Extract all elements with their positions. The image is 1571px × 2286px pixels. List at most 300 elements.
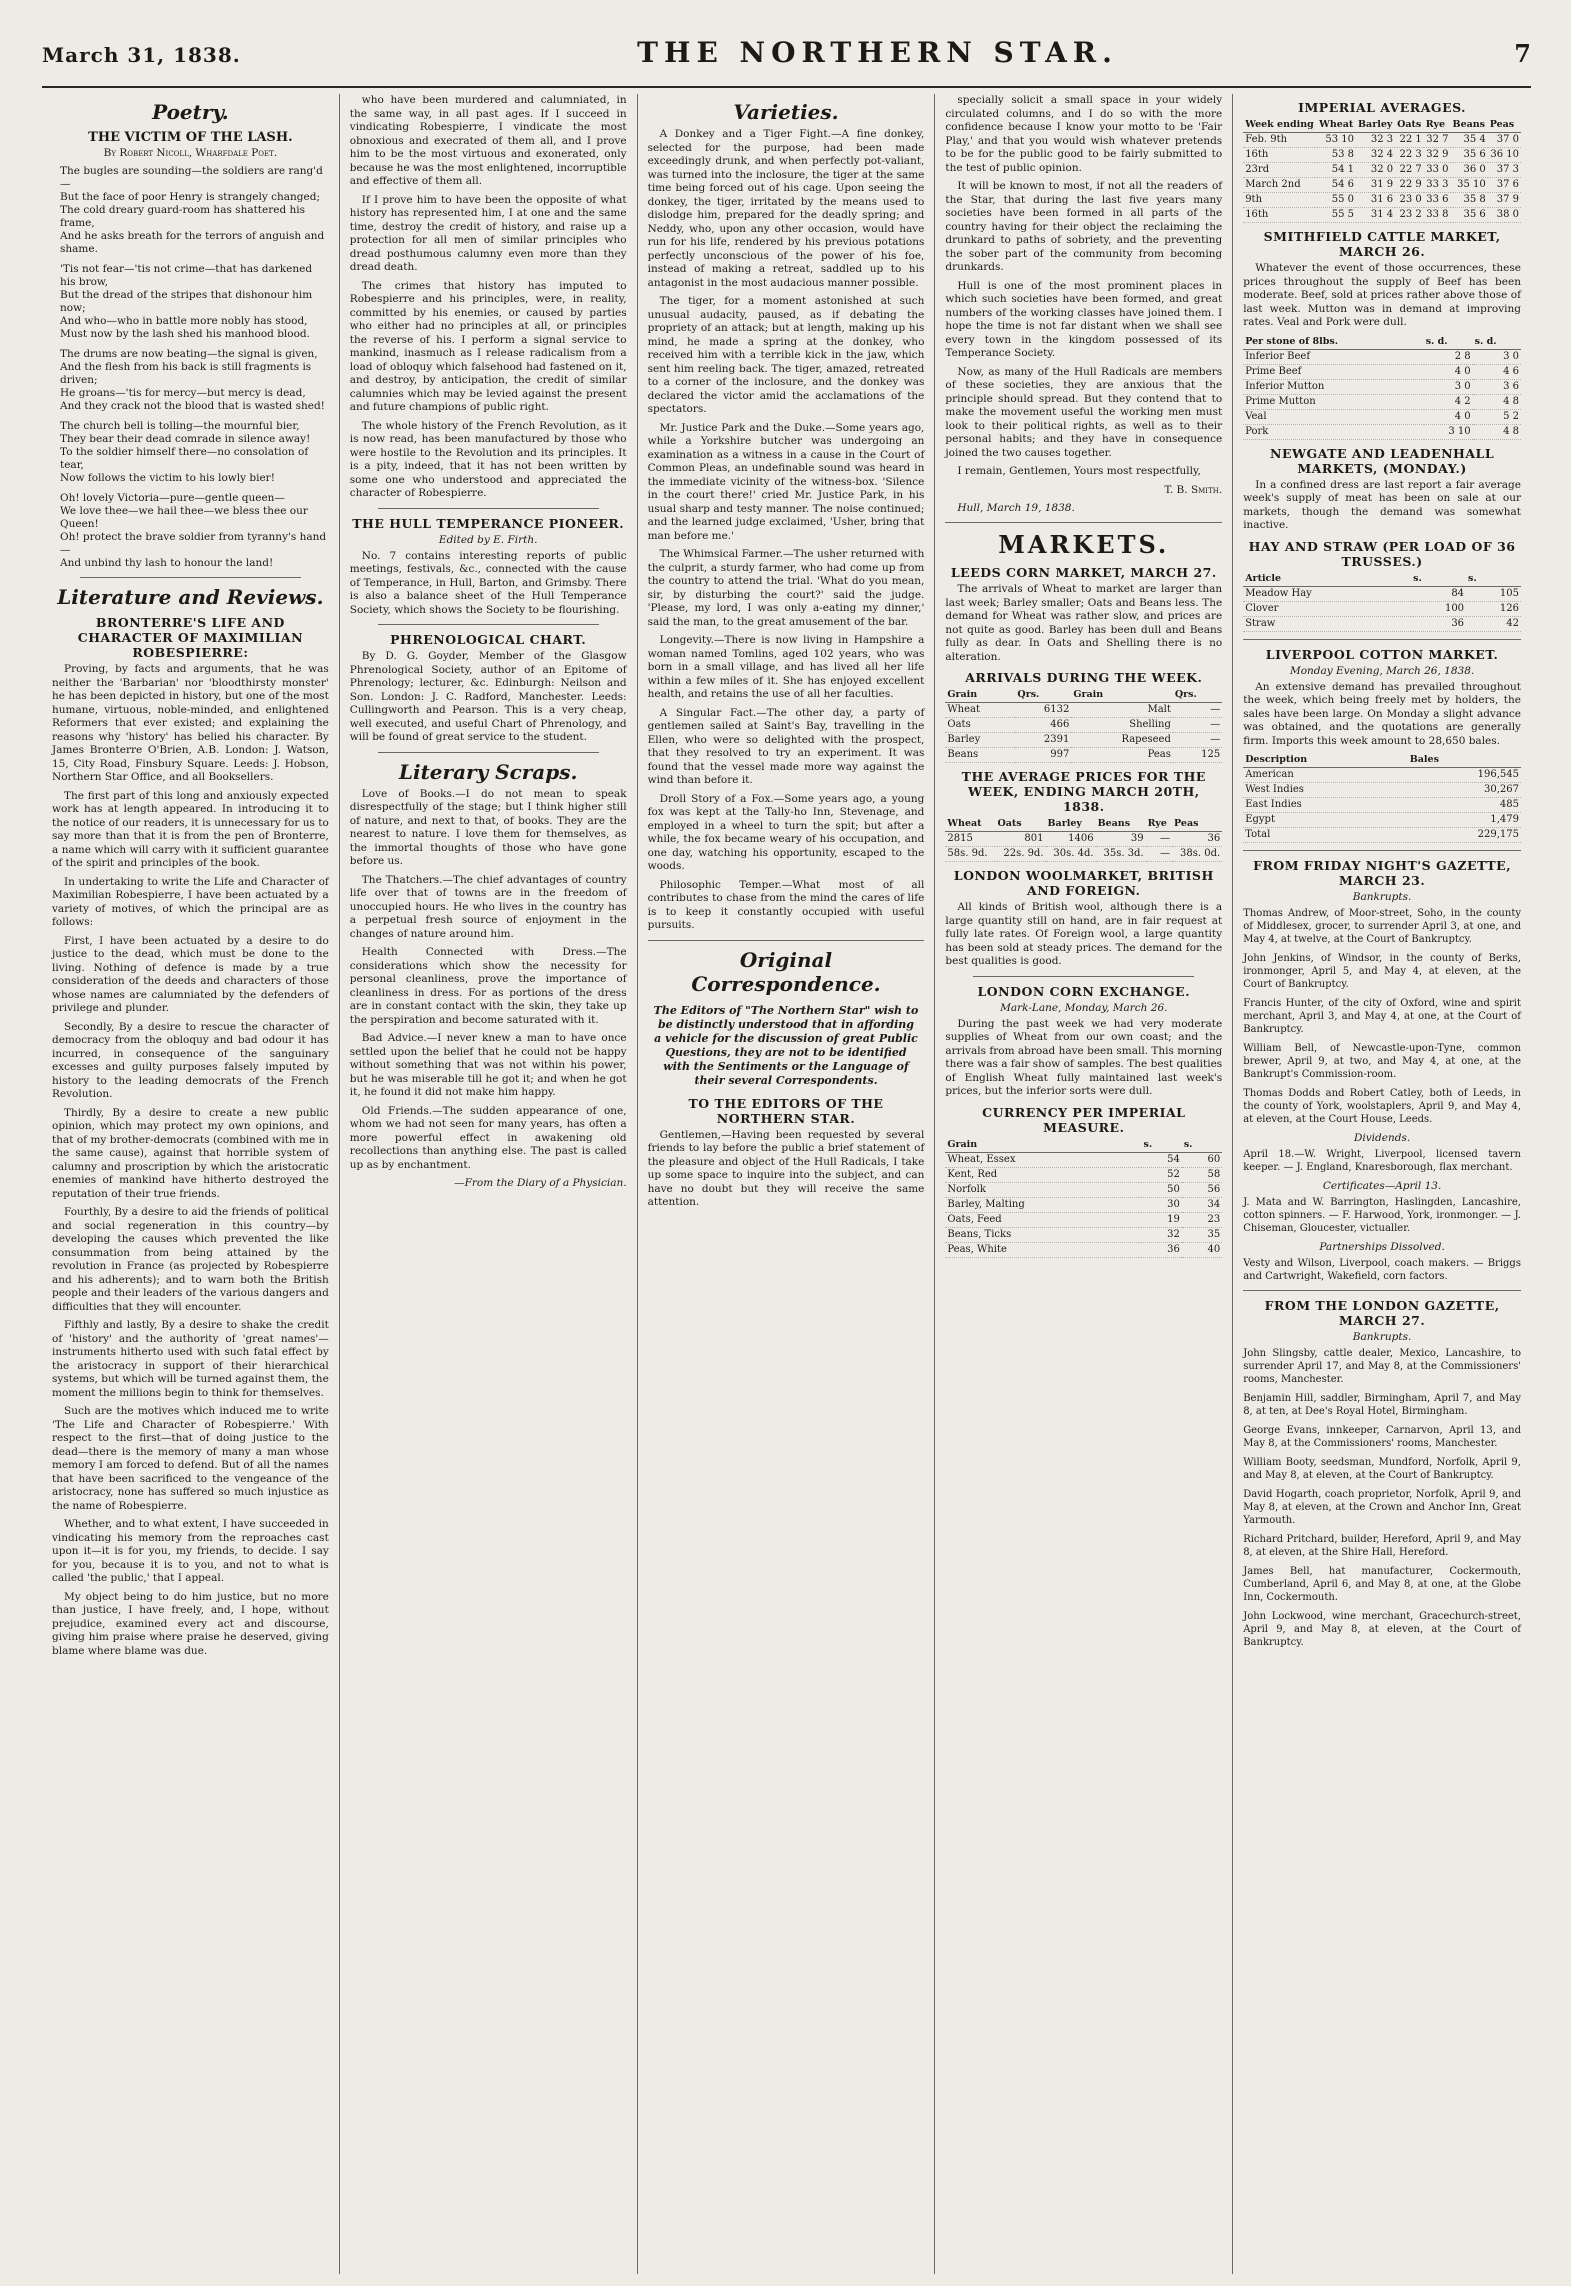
review-paragraph: In undertaking to write the Life and Character of Maximilian Robespierre, I have been actuated by a variety of motives, of which the principal are as follows: [52, 875, 329, 928]
table-row [1243, 424, 1521, 439]
table-cell: Inferior Beef [1243, 349, 1424, 364]
table-row [1243, 768, 1521, 783]
variety-item: Mr. Justice Park and the Duke.—Some years ago, while a Yorkshire butcher was undergoing an examination as a witness in a cause in the Court of Common Pleas, an undefinable sound was heard in the immediate vicinity of the witness-box. 'Silence in the court there!' cried Mr. Justice Park, in his usual sharp and testy manner. The noise continued; and the learned judge exclaimed, 'Usher, bring that man before me.' [647, 421, 925, 542]
liverpool-cotton-body: An extensive demand has prevailed throughout the week, which being freely met by holders, the sales have been large. On Monday a slight advance was obtained, and the quotations are generally firm. Imports this week amount to 28,650 bales. [1243, 680, 1521, 747]
review-paragraph: Thirdly, By a desire to create a new public opinion, which may protect my own opinions, and that of my brother-democrats (combined with me in the same cause), against that horrible system of calumny and proscription by which the aristocratic enemies of mankind have hitherto destroyed the reputation of their true friends. [52, 1106, 329, 1200]
poem-stanza [60, 165, 329, 256]
variety-item: The tiger, for a moment astonished at such unusual audacity, paused, as if debating the propriety of an attack; but at length, making up his mind, he made a spring at the donkey, who received him with a terrible kick in the jaw, which sent him reeling back. The tiger, amazed, retreated to a corner of the inclosure, and the donkey was declared the victor amid the acclamations of the spectators. [647, 295, 925, 415]
table-cell: 16th [1243, 148, 1317, 163]
poem-stanza [60, 420, 329, 485]
poem-line: He groans—'tis for mercy—but mercy is dead, [60, 387, 306, 399]
table-cell: 23 2 [1395, 208, 1424, 223]
variety-item: Philosophic Temper.—What most of all contributes to chase from the mind the cares of life is to keep it constantly occupied with useful pursuits. [647, 878, 925, 931]
table-cell: 35 6 [1451, 208, 1488, 223]
table-cell: 4 6 [1473, 364, 1521, 379]
table-header-cell: s. d. [1473, 335, 1521, 350]
table-cell: 54 [1141, 1152, 1181, 1167]
table-row [945, 718, 1222, 733]
table-cell: March 2nd [1243, 178, 1317, 193]
table-cell: 38s. 0d. [1172, 847, 1222, 862]
table-row [1243, 178, 1521, 193]
letter-paragraph: It will be known to most, if not all the readers of the Star, that during the last five years many societies have been formed in all parts of the country having for their object the reclaiming the drunkard to paths of sobriety, and the preventing the sober part of the community from becoming drunkards. [945, 180, 1223, 273]
poem-line: And they crack not the blood that is wasted shed! [60, 400, 325, 412]
gazette-friday-heading: FROM FRIDAY NIGHT'S GAZETTE, MARCH 23. [1253, 858, 1512, 888]
column-5 [1233, 94, 1531, 2274]
table-cell: West Indies [1243, 783, 1408, 798]
table-cell: 801 [995, 832, 1045, 847]
table-cell: 37 6 [1488, 178, 1521, 193]
hay-straw-table [1243, 572, 1521, 632]
table-header-cell: Beans [1096, 817, 1146, 832]
poem-line: And who—who in battle more nobly has stood, [60, 315, 308, 327]
column-3 [638, 94, 936, 2274]
poem-stanza [60, 492, 329, 570]
gazette-tuesday-heading: FROM THE LONDON GAZETTE, MARCH 27. [1264, 1298, 1500, 1328]
scrap-item: The Thatchers.—The chief advantages of country life over that of towns are in the freedom of unoccupied hours. He who lives in the country has a perpetual fresh source of enjoyment in the changes of nature around him. [349, 873, 627, 940]
arrivals-table [945, 688, 1222, 763]
table-header-cell: Rye [1146, 817, 1172, 832]
table-cell: — [1146, 832, 1172, 847]
table-cell: 42 [1466, 616, 1521, 631]
bankrupt-notice: Thomas Andrew, of Moor-street, Soho, in the county of Middlesex, grocer, to surrender April 3, at one, and May 4, at twelve, at the Court of Bankruptcy. [1243, 908, 1521, 945]
table-header-row [945, 1138, 1222, 1153]
bankrupt-notice: William Booty, seedsman, Mundford, Norfolk, April 9, and May 8, at eleven, at the Court of Bankruptcy. [1243, 1457, 1521, 1481]
table-row [1243, 394, 1521, 409]
temperance-heading: THE HULL TEMPERANCE PIONEER. [352, 515, 625, 531]
table-cell: 3 0 [1473, 349, 1521, 364]
table-cell: 40 [1182, 1242, 1222, 1257]
table-cell: 100 [1411, 601, 1466, 616]
phrenological-heading: PHRENOLOGICAL CHART. [390, 632, 587, 647]
table-cell: 56 [1182, 1182, 1222, 1197]
poem-line: The drums are now beating—the signal is given, [60, 348, 318, 360]
divider [1243, 639, 1521, 640]
table-cell: Kent, Red [945, 1167, 1141, 1182]
table-row [1243, 163, 1521, 178]
bankrupt-notice: Francis Hunter, of the city of Oxford, wine and spirit merchant, April 3, and May 4, at one, at the Court of Bankruptcy. [1243, 998, 1521, 1035]
table-cell: 35 6 [1451, 148, 1488, 163]
poem-stanzas [52, 165, 329, 570]
table-cell: 6132 [1015, 703, 1071, 718]
table-cell: 54 6 [1317, 178, 1356, 193]
table-cell: Beans, Ticks [945, 1227, 1141, 1242]
table-cell: 36 [1172, 832, 1222, 847]
correspondence-disclaimer: The Editors of "The Northern Star" wish to be distinctly understood that in affording a vehicle for the discussion of great Public Questions, they are not to be identified with the Sentiments or the Language of their several Correspondents. [653, 1003, 919, 1087]
partnerships-heading: Partnerships Dissolved. [1319, 1241, 1445, 1253]
table-cell: 53 10 [1317, 133, 1356, 148]
table-header-cell: Barley [1356, 118, 1395, 133]
masthead [42, 36, 1531, 88]
table-cell: 33 6 [1424, 193, 1451, 208]
bankrupt-notice: Benjamin Hill, saddler, Birmingham, April 7, and May 8, at ten, at Dee's Royal Hotel, Birmingham. [1243, 1393, 1521, 1417]
table-cell: 84 [1411, 586, 1466, 601]
table-row [1243, 813, 1521, 828]
table-header-cell: Week ending [1243, 118, 1317, 133]
table-row [945, 703, 1222, 718]
poem-line: But the dread of the stripes that dishonour him now; [60, 289, 313, 314]
table-cell: 19 [1141, 1212, 1181, 1227]
table-header-cell: s. [1182, 1138, 1222, 1153]
leeds-corn-body: The arrivals of Wheat to market are larger than last week; Barley smaller; Oats and Beans less. The demand for Wheat was rather slow, and prices are not quite as good. Barley has been dull and Beans fully as dear. In Oats and Shelling there is no alteration. [945, 583, 1223, 663]
table-cell: 37 9 [1488, 193, 1521, 208]
table-cell: Malt [1071, 703, 1173, 718]
table-cell: 466 [1015, 718, 1071, 733]
table-row [1243, 798, 1521, 813]
scrap-item: Love of Books.—I do not mean to speak disrespectfully of the stage; but I think higher still of nature, and next to that, of books. They are the nearest to nature. I love them for themselves, as the immortal thoughts of those who have gone before us. [349, 787, 627, 867]
corn-exchange-date: Mark-Lane, Monday, March 26. [1000, 1001, 1168, 1014]
review-paragraph: First, I have been actuated by a desire to do justice to the dead, which must be done to the living. Nothing of defence is made by a true consideration of the deeds and characters of those whose names are calumniated by the defenders of privilege and plunder. [52, 934, 329, 1014]
table-cell: 35s. 3d. [1096, 847, 1146, 862]
table-cell: 1406 [1046, 832, 1096, 847]
table-cell: 2 8 [1424, 349, 1473, 364]
table-row [945, 847, 1222, 862]
table-cell: Wheat, Essex [945, 1152, 1141, 1167]
table-row [1243, 208, 1521, 223]
variety-item: A Donkey and a Tiger Fight.—A fine donkey, selected for the purpose, had been made exceedingly drunk, and when perfectly pot-valiant, was turned into the inclosure, the tiger at the same time being forced out of his cage. Upon seeing the donkey, the tiger, irritated by the means used to dislodge him, prepared for the deadly spring; and Neddy, who, upon any other occasion, would have run for his life, rendered by his previous potations perfectly unconscious of the power of his foe, instead of making a retreat, saddled up to his antagonist in the most audacious manner possible. [647, 128, 925, 289]
imperial-averages-heading: IMPERIAL AVERAGES. [1298, 100, 1467, 115]
table-cell: 4 2 [1424, 394, 1473, 409]
table-header-cell: Wheat [1317, 118, 1356, 133]
divider [1243, 850, 1521, 851]
letter-paragraph: Hull is one of the most prominent places in which such societies have been formed, and great numbers of the working classes have joined them. I hope the time is not far distant when we shall see every town in the kingdom possessed of its Temperance Society. [945, 279, 1223, 359]
table-header-cell: Grain [945, 1138, 1141, 1153]
poem-line: Oh! protect the brave soldier from tyranny's hand— [60, 531, 327, 556]
divider [378, 624, 599, 625]
table-cell: — [1146, 847, 1172, 862]
table-row [945, 1227, 1222, 1242]
table-cell: Egypt [1243, 813, 1408, 828]
table-row [1243, 409, 1521, 424]
table-cell: 55 0 [1317, 193, 1356, 208]
table-cell: Inferior Mutton [1243, 379, 1424, 394]
poem-line: The church bell is tolling—the mournful bier, [60, 420, 300, 432]
table-header-cell: Qrs. [1173, 688, 1222, 703]
table-row [1243, 148, 1521, 163]
review-paragraph: Secondly, By a desire to rescue the character of democracy from the obloquy and bad odour it has incurred, in consequence of the sanguinary excesses and guilty purposes falsely imputed by history to the leading democrats of the French Revolution. [52, 1020, 329, 1100]
table-row [945, 1167, 1222, 1182]
table-cell: Feb. 9th [1243, 133, 1317, 148]
table-cell: Prime Mutton [1243, 394, 1424, 409]
review-paragraph: The whole history of the French Revolution, as it is now read, has been manufactured by those who were hostile to the Revolution and its principles. It is a pity, indeed, that it has not been written by some one who understood and appreciated the character of Robespierre. [349, 419, 627, 499]
table-row [945, 1152, 1222, 1167]
table-cell: Wheat [945, 703, 1015, 718]
table-cell: 33 0 [1424, 163, 1451, 178]
poem-line: 'Tis not fear—'tis not crime—that has darkened his brow, [60, 263, 313, 288]
table-cell: 16th [1243, 208, 1317, 223]
table-cell: Total [1243, 828, 1408, 843]
section-markets-heading: MARKETS. [998, 530, 1170, 559]
table-cell: 30s. 4d. [1046, 847, 1096, 862]
table-header-cell: s. [1411, 572, 1466, 587]
table-cell: 22 7 [1395, 163, 1424, 178]
table-header-cell: s. [1141, 1138, 1181, 1153]
table-cell: Veal [1243, 409, 1424, 424]
table-cell: Peas [1071, 748, 1173, 763]
bankrupt-notice: John Jenkins, of Windsor, in the county of Berks, ironmonger, April 5, and May 4, at eleven, at the Court of Bankruptcy. [1243, 953, 1521, 990]
table-header-cell: Barley [1046, 817, 1096, 832]
table-row [1243, 616, 1521, 631]
poem-title: THE VICTIM OF THE LASH. [88, 130, 293, 145]
averages-heading: THE AVERAGE PRICES FOR THE WEEK, ENDING MARCH 20TH, 1838. [961, 769, 1206, 814]
poem-stanza [60, 348, 329, 413]
table-header-row [945, 688, 1222, 703]
section-varieties-heading: Varieties. [733, 100, 839, 124]
table-cell: 35 [1182, 1227, 1222, 1242]
scrap-item: Old Friends.—The sudden appearance of one, whom we had not seen for many years, has often a more powerful effect in awakening old recollections than anything else. The past is called up as by enchantment. [349, 1104, 627, 1171]
section-literature-heading: Literature and Reviews. [57, 585, 324, 609]
poem-line: Must now by the lash shed his manhood blood. [60, 328, 310, 340]
variety-item: Droll Story of a Fox.—Some years ago, a young fox was kept at the Tally-ho Inn, Stevenage, and employed in a wheel to turn the spit; but after a while, the fox became weary of his occupation, and one day, watching his opportunity, escaped to the woods. [647, 792, 925, 872]
table-cell: 125 [1173, 748, 1222, 763]
table-cell: 58s. 9d. [945, 847, 995, 862]
table-cell: 229,175 [1408, 828, 1521, 843]
table-row [1243, 133, 1521, 148]
table-cell: Oats, Feed [945, 1212, 1141, 1227]
poem-line: But the face of poor Henry is strangely changed; [60, 191, 320, 203]
divider [973, 976, 1194, 977]
certificates-body: J. Mata and W. Barrington, Haslingden, Lancashire, cotton spinners. — F. Harwood, York, ironmonger. — J. Chiseman, Gloucester, victualler. [1243, 1197, 1521, 1234]
table-row [945, 1197, 1222, 1212]
dividends-heading: Dividends. [1353, 1132, 1411, 1144]
table-cell: Shelling [1071, 718, 1173, 733]
table-cell: 1,479 [1408, 813, 1521, 828]
arrivals-heading: ARRIVALS DURING THE WEEK. [965, 670, 1203, 685]
table-cell: East Indies [1243, 798, 1408, 813]
dividends-body: April 18.—W. Wright, Liverpool, licensed tavern keeper. — J. England, Knaresborough, flax merchant. [1243, 1149, 1521, 1173]
corn-exchange-heading: LONDON CORN EXCHANGE. [977, 983, 1191, 999]
bankrupts-friday-list [1243, 907, 1521, 1126]
divider [1243, 1290, 1521, 1291]
hay-straw-heading: HAY AND STRAW (PER LOAD OF 36 TRUSSES.) [1248, 538, 1516, 569]
table-cell: 2391 [1015, 733, 1071, 748]
table-cell: 23rd [1243, 163, 1317, 178]
table-cell: — [1173, 703, 1222, 718]
table-cell: 50 [1141, 1182, 1181, 1197]
newgate-heading: NEWGATE AND LEADENHALL MARKETS, (MONDAY.) [1270, 445, 1495, 476]
table-cell: 22 3 [1395, 148, 1424, 163]
bankrupt-notice: William Bell, of Newcastle-upon-Tyne, common brewer, April 9, at two, and May 4, at one, at the Bankrupt's Commission-room. [1243, 1043, 1521, 1080]
table-cell: American [1243, 768, 1408, 783]
liverpool-cotton-date: Monday Evening, March 26, 1838. [1289, 664, 1475, 677]
table-cell: — [1173, 718, 1222, 733]
table-cell: Norfolk [945, 1182, 1141, 1197]
table-cell: 4 8 [1473, 424, 1521, 439]
certificates-heading: Certificates—April 13. [1322, 1180, 1442, 1192]
corn-exchange-body: During the past week we had very moderate supplies of Wheat from our own coast; and the arrivals from abroad have been small. This morning there was a fair show of samples. The best qualities of English Wheat fully maintained last week's prices, but the inferior sorts were dull. [945, 1017, 1223, 1097]
table-cell: 2815 [945, 832, 995, 847]
table-cell: 37 3 [1488, 163, 1521, 178]
table-header-cell: Rye [1424, 118, 1451, 133]
table-cell: Pork [1243, 424, 1424, 439]
bankrupts-heading-2: Bankrupts. [1352, 1331, 1412, 1343]
table-header-row [1243, 572, 1521, 587]
divider [80, 577, 301, 578]
table-row [1243, 783, 1521, 798]
poem-line: We love thee—we hail thee—we bless thee our Queen! [60, 505, 308, 530]
table-header-cell: Qrs. [1015, 688, 1071, 703]
divider [378, 752, 599, 753]
table-cell: 30 [1141, 1197, 1181, 1212]
scraps-citation: —From the Diary of a Physician. [454, 1177, 627, 1189]
poem-line: And he asks breath for the terrors of anguish and shame. [60, 230, 325, 255]
table-row [945, 733, 1222, 748]
table-cell: Meadow Hay [1243, 586, 1411, 601]
table-cell: 32 4 [1356, 148, 1395, 163]
letter-opening: Gentlemen,—Having been requested by several friends to lay before the public a brief statement of the pleasure and object of the Hull Radicals, I take up some space to inquire into the subject, and can have no doubt but they will receive the same attention. [647, 1128, 925, 1208]
table-cell: 22s. 9d. [995, 847, 1045, 862]
newgate-body: In a confined dress are last report a fair average week's supply of meat has been on sale at our markets, though the demand was somewhat inactive. [1243, 478, 1521, 531]
table-cell: 31 6 [1356, 193, 1395, 208]
review-paragraph: The crimes that history has imputed to Robespierre and his principles, were, in reality, committed by his enemies, or caused by parties who either had no principles at all, or principles the reverse of his. I perform a signal service to mankind, inasmuch as I release radicalism from a load of obloquy which falsehood had fastened on it, and destroy, by anticipation, the credit of similar calumnies which may be levied against the present and future champions of public right. [349, 279, 627, 413]
table-header-cell: Peas [1488, 118, 1521, 133]
bankrupt-notice: Thomas Dodds and Robert Catley, both of Leeds, in the county of York, woolstaplers, April 9, and May 4, at eleven, at the Court House, Leeds. [1243, 1088, 1521, 1125]
table-header-row [1243, 753, 1521, 768]
table-cell: 4 8 [1473, 394, 1521, 409]
table-cell: Straw [1243, 616, 1411, 631]
table-row [945, 748, 1222, 763]
partnerships-body: Vesty and Wilson, Liverpool, coach makers. — Briggs and Cartwright, Wakefield, corn factors. [1243, 1258, 1521, 1282]
section-poetry-heading: Poetry. [152, 100, 229, 124]
table-cell: 3 6 [1473, 379, 1521, 394]
table-cell: 58 [1182, 1167, 1222, 1182]
table-cell: 53 8 [1317, 148, 1356, 163]
table-header-cell: Peas [1172, 817, 1222, 832]
column-2 [340, 94, 638, 2274]
bankrupt-notice: David Hogarth, coach proprietor, Norfolk, April 9, and May 8, at eleven, at the Crown and Anchor Inn, Great Yarmouth. [1243, 1489, 1521, 1526]
bankrupt-notice: Richard Pritchard, builder, Hereford, April 9, and May 8, at eleven, at the Shire Hall, Hereford. [1243, 1534, 1521, 1558]
variety-item: Longevity.—There is now living in Hampshire a woman named Tomlins, aged 102 years, who was born in a small village, and has lived all her life within a few miles of it. She has enjoyed excellent health, and retains the use of all her faculties. [647, 634, 925, 700]
cotton-table [1243, 753, 1521, 843]
table-cell: 23 0 [1395, 193, 1424, 208]
table-cell: — [1173, 733, 1222, 748]
table-cell: 35 10 [1451, 178, 1488, 193]
table-cell: 36 [1411, 616, 1466, 631]
poem-line: And unbind thy lash to honour the land! [60, 557, 274, 569]
table-cell: Peas, White [945, 1242, 1141, 1257]
review-paragraph: who have been murdered and calumniated, in the same way, in all past ages. If I succeed in vindicating Robespierre, I vindicate the most obnoxious and execrated of them all, and I prove him to be the most virtuous and exonerated, only because he was the most enlightened, incorruptible and effective of them all. [349, 94, 627, 187]
issue-date: March 31, 1838. [42, 43, 241, 67]
poem-line: And the flesh from his back is still fragments is driven; [60, 361, 312, 386]
section-correspondence-heading: Original Correspondence. [691, 947, 881, 996]
review-paragraph: The first part of this long and anxiously expected work has at length appeared. In introducing it to the notice of our readers, it is unnecessary for us to say more than that it is from the pen of Bronterre, a name which will carry with it sufficient guarantee of the spirit and principles of the book. [52, 789, 329, 869]
table-header-cell: Beans [1451, 118, 1488, 133]
woolmarket-heading: LONDON WOOLMARKET, BRITISH AND FOREIGN. [953, 868, 1214, 898]
table-row [1243, 828, 1521, 843]
poem-line: They bear their dead comrade in silence away! [60, 433, 311, 445]
table-cell: 54 1 [1317, 163, 1356, 178]
bankrupt-notice: John Slingsby, cattle dealer, Mexico, Lancashire, to surrender April 17, and May 8, at the Commissioners' rooms, Manchester. [1243, 1348, 1521, 1385]
table-header-cell: s. d. [1424, 335, 1473, 350]
table-cell: 31 9 [1356, 178, 1395, 193]
table-cell: 38 0 [1488, 208, 1521, 223]
poem-stanza [60, 263, 329, 341]
table-cell: 9th [1243, 193, 1317, 208]
table-cell: 5 2 [1473, 409, 1521, 424]
imperial-averages-table [1243, 118, 1521, 223]
table-cell: 4 0 [1424, 364, 1473, 379]
liverpool-cotton-heading: LIVERPOOL COTTON MARKET. [1265, 646, 1499, 662]
currency-table [945, 1138, 1222, 1258]
table-cell: 32 0 [1356, 163, 1395, 178]
table-cell: Prime Beef [1243, 364, 1424, 379]
table-cell: Barley, Malting [945, 1197, 1141, 1212]
letter-body [945, 94, 1222, 479]
table-row [945, 1212, 1222, 1227]
phrenological-body: By D. G. Goyder, Member of the Glasgow Phrenological Society, author of an Epitome of Phrenology; lecturer, &c. Edinburgh: Neilson and Son. London: J. C. Radford, Manchester. Leeds: Cullingworth and Pearson. This is a very cheap, well executed, and useful Chart of Phrenology, and will be found of great service to the student. [349, 650, 627, 743]
table-row [1243, 364, 1521, 379]
table-cell: 55 5 [1317, 208, 1356, 223]
table-row [1243, 586, 1521, 601]
table-cell: 33 8 [1424, 208, 1451, 223]
review-paragraph: Such are the motives which induced me to write 'The Life and Character of Robespierre.' With respect to the first—that of doing justice to the dead—there is the memory of many a man whose memory I am forced to defend. But of all the names that have been sacrificed to the vengeance of the aristocracy, none has suffered so much injustice as the name of Robespierre. [52, 1405, 329, 1512]
table-row [1243, 193, 1521, 208]
poem-line: Now follows the victim to his lowly bier! [60, 472, 275, 484]
table-row [945, 832, 1222, 847]
table-cell: 126 [1466, 601, 1521, 616]
review-continued [350, 94, 627, 501]
review-paragraph: Fourthly, By a desire to aid the friends of political and social regeneration in this country—by developing the causes which prevented the like consummation from being attained by the revolution in France (as projected by Robespierre and his adherents); and to warn both the British people and their leaders of the various dangers and difficulties that they will encounter. [52, 1206, 329, 1313]
table-cell: 30,267 [1408, 783, 1521, 798]
letter-place-date: Hull, March 19, 1838. [957, 501, 1075, 514]
literary-scraps [350, 788, 627, 1173]
divider [945, 522, 1222, 523]
table-cell: Clover [1243, 601, 1411, 616]
letter-signature: T. B. Smith. [1164, 483, 1223, 496]
table-cell: 31 4 [1356, 208, 1395, 223]
bankrupt-notice: James Bell, hat manufacturer, Cockermouth, Cumberland, April 6, and May 8, at one, at the Globe Inn, Cockermouth. [1243, 1566, 1521, 1603]
table-cell: 39 [1096, 832, 1146, 847]
table-header-row [1243, 335, 1521, 350]
table-header-cell: Oats [1395, 118, 1424, 133]
letter-paragraph: I remain, Gentlemen, Yours most respectfully, [957, 465, 1201, 477]
divider [378, 508, 599, 509]
letter-salutation-heading: TO THE EDITORS OF THE NORTHERN STAR. [688, 1095, 884, 1126]
table-cell: Oats [945, 718, 1015, 733]
woolmarket-body: All kinds of British wool, although there is a large quantity still on hand, are in fair request at fully late rates. Of Foreign wool, a large quantity has been sold at steady prices. The demand for the best qualities is good. [945, 901, 1223, 967]
page-number: 7 [1514, 39, 1531, 68]
poem-line: Oh! lovely Victoria—pure—gentle queen— [60, 492, 285, 504]
table-cell: 3 0 [1424, 379, 1473, 394]
table-header-cell: Oats [995, 817, 1045, 832]
table-cell: 22 1 [1395, 133, 1424, 148]
divider [648, 940, 925, 941]
table-cell: 35 4 [1451, 133, 1488, 148]
scrap-item: Bad Advice.—I never knew a man to have once settled upon the belief that he could not be happy without something that was not within his power, but he was miserable till he got it; and when he got it, he found it did not make him happy. [349, 1032, 627, 1098]
table-cell: 35 8 [1451, 193, 1488, 208]
poem-byline: By Robert Nicoll, Wharfdale Poet. [103, 147, 278, 159]
table-cell: 32 [1141, 1227, 1181, 1242]
table-cell: 32 3 [1356, 133, 1395, 148]
letter-paragraph: Now, as many of the Hull Radicals are members of these societies, they are anxious that the principle should spread. But they contend that to make the movement useful the working men must look to their political rights, as well as to their personal habits; and they have in consequence joined the two causes together. [945, 365, 1223, 459]
review-paragraph: If I prove him to have been the opposite of what history has represented him, I at one and the same time, destroy the credit of history, and raise up a protection for all men of similar principles who dread posthumous calumny even more than they dread death. [349, 193, 627, 273]
table-header-row [1243, 118, 1521, 133]
temperance-editor: Edited by E. Firth. [438, 533, 538, 546]
table-cell: Rapeseed [1071, 733, 1173, 748]
table-cell: 22 9 [1395, 178, 1424, 193]
variety-item: The Whimsical Farmer.—The usher returned with the culprit, a sturdy farmer, who had come up from the country to attend the trial. 'What do you mean, sir, by disturbing the court?' said the judge. 'Please, my lord, I was only a-eating my dinner,' said the man, to the great amusement of the bar. [647, 548, 925, 628]
table-header-cell: Grain [945, 688, 1015, 703]
bankrupts-tuesday-list [1243, 1347, 1521, 1649]
table-cell: 52 [1141, 1167, 1181, 1182]
table-cell: 105 [1466, 586, 1521, 601]
table-cell: 3 10 [1424, 424, 1473, 439]
table-row [1243, 379, 1521, 394]
table-cell: Beans [945, 748, 1015, 763]
table-row [945, 1182, 1222, 1197]
columns [42, 94, 1531, 2274]
leeds-corn-heading: LEEDS CORN MARKET, MARCH 27. [950, 565, 1217, 580]
table-cell: 34 [1182, 1197, 1222, 1212]
